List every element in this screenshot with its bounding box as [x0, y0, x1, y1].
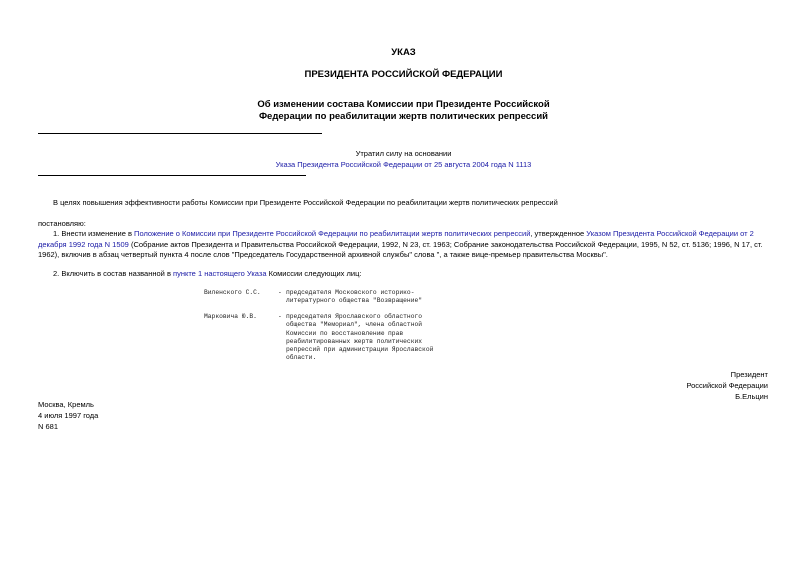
doc-number: N 681 [38, 422, 59, 431]
member-dash: - [278, 289, 282, 296]
p2-text-b: Комиссии следующих лиц: [266, 269, 362, 278]
p1-link-decree-1509[interactable]: Указом Президента Российской Федерации от 2 декабря 1992 года N 1509 [38, 229, 754, 249]
signature-title: Президент [730, 370, 768, 379]
divider-bottom [38, 175, 306, 176]
place-date: 4 июля 1997 года [38, 411, 99, 420]
place-date-block [38, 399, 98, 432]
doc-subtitle: ПРЕЗИДЕНТА РОССИЙСКОЙ ФЕДЕРАЦИИ [304, 69, 503, 80]
place-city: Москва, Кремль [38, 400, 94, 409]
signature-country: Российской Федерации [686, 381, 768, 390]
divider-top [38, 133, 322, 134]
member-name: Виленского С.С. [204, 289, 261, 296]
paragraph-1 [38, 229, 773, 261]
member-description: председателя Ярославского областного общества "Мемориал", члена областной Комиссии по восстановлению прав реабилитированных жертв политических репрессий при администрации Ярославской области. [286, 313, 434, 362]
intro-paragraph: В целях повышения эффективности работы Комиссии при Президенте Российской Федерации по реабилитации жертв политических репрессий [53, 198, 558, 207]
member-dash: - [278, 313, 282, 320]
signature-name: Б.Ельцин [735, 392, 768, 401]
signature-block [686, 369, 768, 402]
doc-name-line1: Об изменении состава Комиссии при Президенте Российской [257, 99, 550, 110]
p1-text-c: (Собрание актов Президента и Правительства Российской Федерации, 1992, N 23, ст. 1963; Собрание законодательства Российской Федерации, 1995, N 52, ст. 5136; 1996, N 17, ст. 1962), включив в абзац четвертый пункта 4 после слов "Председатель Государственной архивной службы" слова ", а также вице-премьер правительства Москвы". [38, 239, 763, 259]
status-link[interactable]: Указа Президента Российской Федерации от 25 августа 2004 года N 1113 [275, 160, 532, 169]
doc-name [0, 99, 807, 123]
doc-title: УКАЗ [391, 47, 416, 58]
p1-link-regulation[interactable]: Положение о Комиссии при Президенте Российской Федерации по реабилитации жертв политических репрессий [134, 229, 531, 238]
status-note [0, 148, 807, 170]
member-name: Марковича Ю.В. [204, 313, 257, 320]
p1-text-b: , утвержденное [530, 229, 587, 238]
doc-name-line2: Федерации по реабилитации жертв политических репрессий [258, 111, 549, 122]
p1-text-a: 1. Внести изменение в [53, 229, 135, 238]
status-line: Утратил силу на основании [355, 149, 452, 158]
p2-link-point-1[interactable]: пункте 1 настоящего Указа [173, 269, 267, 278]
member-description: председателя Московского историко-литературного общества "Возвращение" [286, 289, 423, 305]
paragraph-2 [38, 269, 773, 280]
p2-text-a: 2. Включить в состав названной в [53, 269, 174, 278]
decree-word: постановляю: [38, 219, 86, 228]
